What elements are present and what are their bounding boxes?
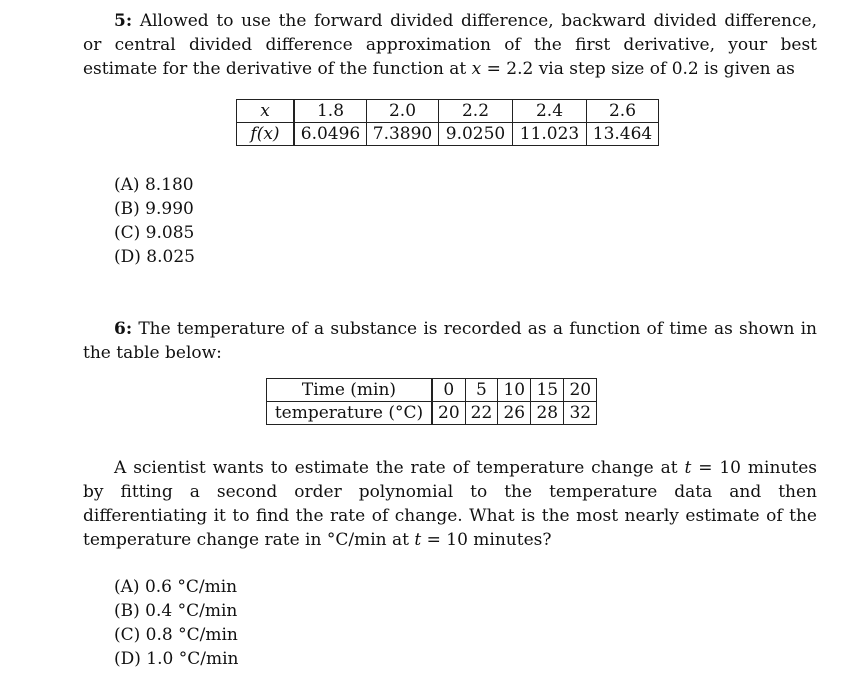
table-cell: 26	[498, 402, 531, 425]
q5-answer-choices	[114, 173, 195, 269]
table-header-cell: temperature (°C)	[267, 402, 433, 425]
table-cell: 11.023	[513, 123, 587, 146]
table-cell: 9.0250	[439, 123, 513, 146]
question-6-intro: 6: The temperature of a substance is recorded as a function of time as shown in the table below:	[83, 319, 818, 363]
table-cell: 7.3890	[367, 123, 439, 146]
table-cell: 15	[531, 379, 564, 402]
table-header-cell: Time (min)	[267, 379, 433, 402]
table-cell: 13.464	[587, 123, 659, 146]
table-cell: 2.4	[513, 100, 587, 123]
answer-choice: (A) 0.6 °C/min	[114, 577, 238, 597]
table-cell: 2.6	[587, 100, 659, 123]
answer-choice: (B) 0.4 °C/min	[114, 601, 238, 621]
q5-data-table	[236, 99, 659, 146]
table-cell: 10	[498, 379, 531, 402]
answer-choice: (C) 9.085	[114, 223, 195, 243]
table-cell: 0	[432, 379, 465, 402]
q6-data-table	[266, 378, 597, 425]
question-5-number: 5:	[114, 11, 133, 31]
answer-choice: (B) 9.990	[114, 199, 194, 219]
answer-choice: (A) 8.180	[114, 175, 194, 195]
answer-choice: (C) 0.8 °C/min	[114, 625, 238, 645]
table-cell: 32	[564, 402, 597, 425]
answer-choice: (D) 1.0 °C/min	[114, 649, 239, 669]
table-header-cell: f(x)	[237, 123, 295, 146]
table-cell: 6.0496	[294, 123, 367, 146]
question-5-text: 5: Allowed to use the forward divided difference, backward divided difference, or central divided difference approximation of the first derivative, your best estimate for the derivative of the function at x = 2.2 via step size of 0.2 is given as	[83, 11, 817, 79]
table-cell: 28	[531, 402, 564, 425]
table-cell: 20	[432, 402, 465, 425]
table-cell: 22	[465, 402, 498, 425]
table-row	[237, 100, 659, 123]
table-row	[267, 402, 597, 425]
question-6-number: 6:	[114, 319, 133, 339]
table-cell: 1.8	[294, 100, 367, 123]
table-row	[267, 379, 597, 402]
table-row	[237, 123, 659, 146]
table-cell: 20	[564, 379, 597, 402]
question-6-body: A scientist wants to estimate the rate of temperature change at t = 10 minutes by fitting a second order polynomial to the temperature data and then differentiating it to find the rate of change. What is the most nearly estimate of the temperature change rate in °C/min at t = 10 minutes?	[83, 458, 817, 550]
table-cell: 2.0	[367, 100, 439, 123]
table-cell: 2.2	[439, 100, 513, 123]
table-header-cell: x	[237, 100, 295, 123]
table-cell: 5	[465, 379, 498, 402]
q6-answer-choices	[114, 575, 238, 671]
answer-choice: (D) 8.025	[114, 247, 195, 267]
